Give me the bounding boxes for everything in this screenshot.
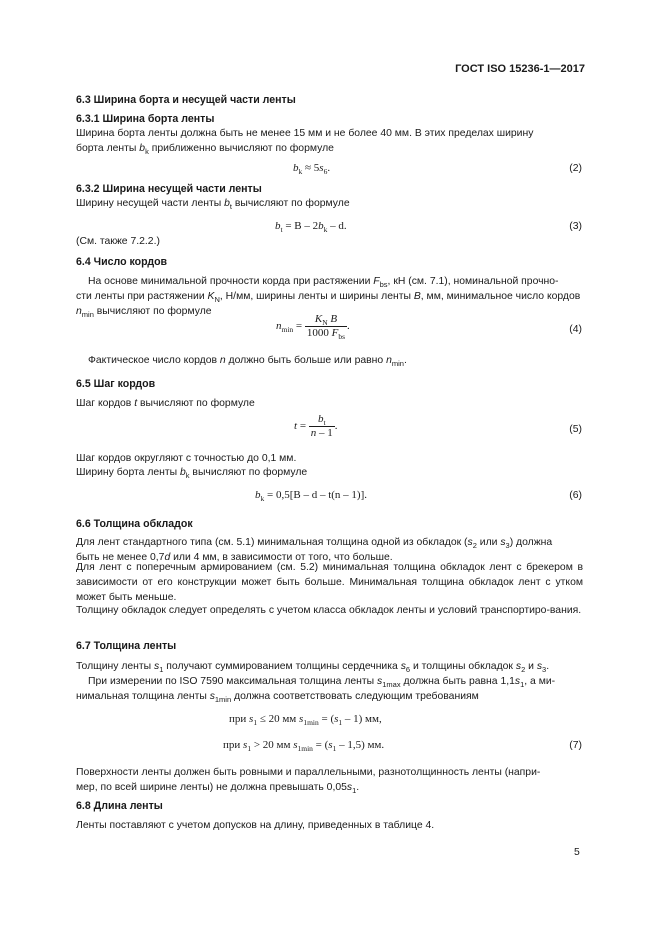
para-rounding: Шаг кордов округляют с точностью до 0,1 мм. (76, 453, 297, 464)
para-6-6-2: Для лент с поперечным армированием (см. 5.2) минимальная толщина обкладок лент с брекером в зависимости от его конструкции может быть больше. Минимальная толщина обкладок лент с утком может быть меньше. (76, 562, 583, 603)
para-6-8: Ленты поставляют с учетом допусков на длину, приведенных в таблице 4. (76, 820, 435, 831)
section-6-3-1-title: 6.3.1 Ширина борта ленты (76, 113, 215, 125)
eq-number-6: (6) (569, 490, 582, 501)
section-6-3-title: 6.3 Ширина борта и несущей части ленты (76, 94, 296, 106)
para-6-7-line1: Толщину ленты $s_1$ получают суммированием толщины сердечника $s_6$ и толщины обкладок $s_2$ и $s_3$. (76, 661, 550, 674)
para-6-7 (76, 659, 583, 704)
eq-number-5: (5) (569, 424, 582, 435)
para-6-4-line2: сти ленты при растяжении $K_N$, Н/мм, ширины ленты и ширины ленты B, мм, минимальное число кордов (76, 291, 581, 304)
formula-2: $b_k \approx 5s_6$. (293, 162, 331, 176)
para-6-6-1-line2: быть не менее 0,7d или 4 мм, в зависимости от того, что больше. (76, 552, 393, 563)
para-6-7-line3: нимальная толщина ленты $s_{1min}$ должна соответствовать следующим требованиям (76, 691, 479, 704)
para-6-3-2: Ширину несущей части ленты $b_t$ вычисляют по формуле (76, 198, 350, 211)
eq-number-4: (4) (569, 324, 582, 335)
document-header: ГОСТ ISO 15236-1—2017 (455, 63, 585, 75)
condition-2: при $s_1 > 20$ мм $s_{1min} = (s_1 - 1,5)$ мм. (223, 739, 385, 753)
page-number: 5 (574, 847, 580, 858)
formula-5: t = $\frac{b_t}{n - 1}$ . (294, 413, 338, 439)
section-6-6-title: 6.6 Толщина обкладок (76, 518, 193, 530)
para-6-7-line2: При измерении по ISO 7590 максимальная толщина ленты $s_{1max}$ должна быть равна $1,1s_1$, а ми- (88, 676, 556, 689)
para-6-5: Шаг кордов t вычисляют по формуле (76, 398, 255, 409)
condition-1: при $s_1 \le 20$ мм $s_{1min} = (s_1 - 1)$ мм, (229, 713, 382, 727)
formula-6: $b_k = 0,5[B - d - t(n - 1)]$. (255, 489, 367, 503)
section-6-7-title: 6.7 Толщина ленты (76, 640, 177, 652)
para-6-4-line3: $n_{min}$ вычисляют по формуле (76, 306, 212, 319)
para-6-4-fact: Фактическое число кордов n должно быть больше или равно $n_{min}$. (88, 355, 407, 368)
para-width-formula: Ширину борта ленты $b_k$ вычисляют по формуле (76, 467, 308, 480)
eq-number-3: (3) (569, 221, 582, 232)
formula-3: $b_t = B - 2b_k - d$. (275, 220, 347, 234)
eq-number-2: (2) (569, 163, 582, 174)
para-6-3-1 (76, 126, 583, 156)
section-6-8-title: 6.8 Длина ленты (76, 800, 163, 812)
see-also-note: (См. также 7.2.2.) (76, 236, 160, 247)
eq-number-7: (7) (569, 740, 582, 751)
para-6-4-line1: На основе минимальной прочности корда при растяжении $F_{bs}$, кН (см. 7.1), номинальной прочно- (88, 276, 559, 289)
section-6-3-2-title: 6.3.2 Ширина несущей части ленты (76, 183, 262, 195)
para-6-3-1-line1: Ширина борта ленты должна быть не менее 15 мм и не более 40 мм. В этих пределах ширину (76, 128, 534, 139)
section-6-4-title: 6.4 Число кордов (76, 256, 168, 268)
section-6-5-title: 6.5 Шаг кордов (76, 378, 156, 390)
para-surface-line1: Поверхности ленты должен быть ровными и параллельными, разнотолщинность ленты (напри- (76, 767, 541, 778)
para-6-6-3: Толщину обкладок следует определять с учетом класса обкладок ленты и условий транспортиро-вания. (76, 605, 582, 616)
para-surface-line2: мер, по всей ширине ленты) не должна превышать $0,05s_1$. (76, 782, 360, 795)
para-6-6-1-line1: Для лент стандартного типа (см. 5.1) минимальная толщина одной из обкладок ($s_2$ или $s_3$) должна (76, 537, 553, 550)
para-6-3-1-line2: борта ленты $b_k$ приближенно вычисляют по формуле (76, 143, 334, 156)
formula-4: $n_{min}$ = $\frac{K_N B}{1000 F_{bs}}$ . (276, 313, 350, 341)
para-surface (76, 765, 583, 795)
